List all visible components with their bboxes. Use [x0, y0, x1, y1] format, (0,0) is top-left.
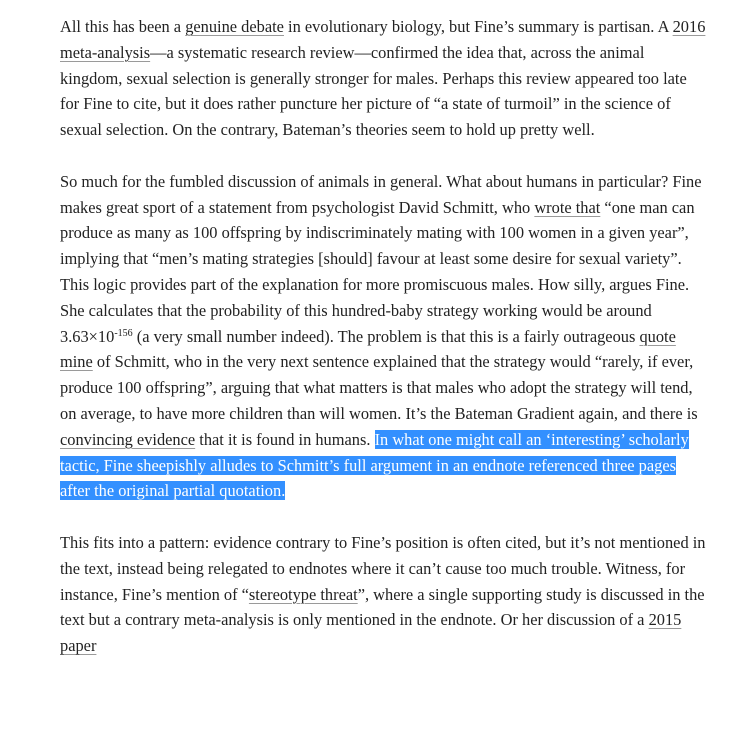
- link-genuine-debate[interactable]: genuine debate: [185, 17, 284, 36]
- link-2016-meta-analysis[interactable]: 2016 meta-analysis: [60, 17, 706, 62]
- paragraph-text: that it is found in humans.: [195, 429, 375, 449]
- paragraph-1: [60, 14, 706, 143]
- link-2015-paper[interactable]: 2015 paper: [60, 610, 682, 656]
- paragraph-text: (a very small number indeed). The problem is that this is a fairly outrageous: [132, 326, 640, 346]
- paragraph-text: “one man can produce as many as 100 offspring by indiscriminately mating with 100 women in a given year”, implying that “men’s mating strategies [should] favour at least some desire for sexual variety”. This logic provides part of the explanation for more promiscuous males. How silly, argues Fine. She calculates that the probability of this hundred-baby strategy working would be around 3.63×10: [60, 197, 695, 346]
- paragraph-text: —a systematic research review—confirmed the idea that, across the animal kingdom, sexual selection is generally stronger for males. Perhaps this review appeared too late for Fine to cite, but it does rather puncture her picture of “a state of turmoil” in the science of sexual selection. On the contrary, Bateman’s theories seem to hold up pretty well.: [60, 42, 687, 140]
- paragraph-text: in evolutionary biology, but Fine’s summary is partisan. A: [283, 17, 673, 36]
- paragraph-text: of Schmitt, who in the very next sentence explained that the strategy would “rarely, if ever, produce 100 offspring”, arguing that what matters is that males who adopt the strategy will tend, on average, to have more children than will women. It’s the Bateman Gradient again, and there is: [60, 352, 698, 423]
- exponent: -156: [114, 327, 133, 339]
- link-quote-mine[interactable]: quote mine: [60, 326, 676, 372]
- link-convincing-evidence[interactable]: convincing evidence: [60, 429, 196, 449]
- link-stereotype-threat[interactable]: stereotype threat: [248, 584, 358, 604]
- paragraph-3: [60, 530, 706, 659]
- article-body: [60, 14, 706, 659]
- paragraph-2: [60, 169, 706, 504]
- paragraph-text: ”, where a single supporting study is discussed in the text but a contrary meta-analysis is only mentioned in the endnote. Or her discussion of a: [60, 584, 705, 630]
- paragraph-text: All this has been a: [60, 17, 186, 36]
- selected-text-highlight[interactable]: In what one might call an ‘interesting’ scholarly tactic, Fine sheepishly alludes to Schmitt’s full argument in an endnote referenced three pages after the original partial quotation.: [60, 429, 689, 501]
- paragraph-text: This fits into a pattern: evidence contrary to Fine’s position is often cited, but it’s not mentioned in the text, instead being relegated to endnotes where it can’t cause too much trouble. Witness, for instance, Fine’s mention of “: [60, 532, 706, 604]
- paragraph-text: So much for the fumbled discussion of animals in general. What about humans in particular? Fine makes great sport of a statement from psychologist David Schmitt, who: [60, 171, 702, 217]
- link-wrote-that[interactable]: wrote that: [534, 197, 601, 217]
